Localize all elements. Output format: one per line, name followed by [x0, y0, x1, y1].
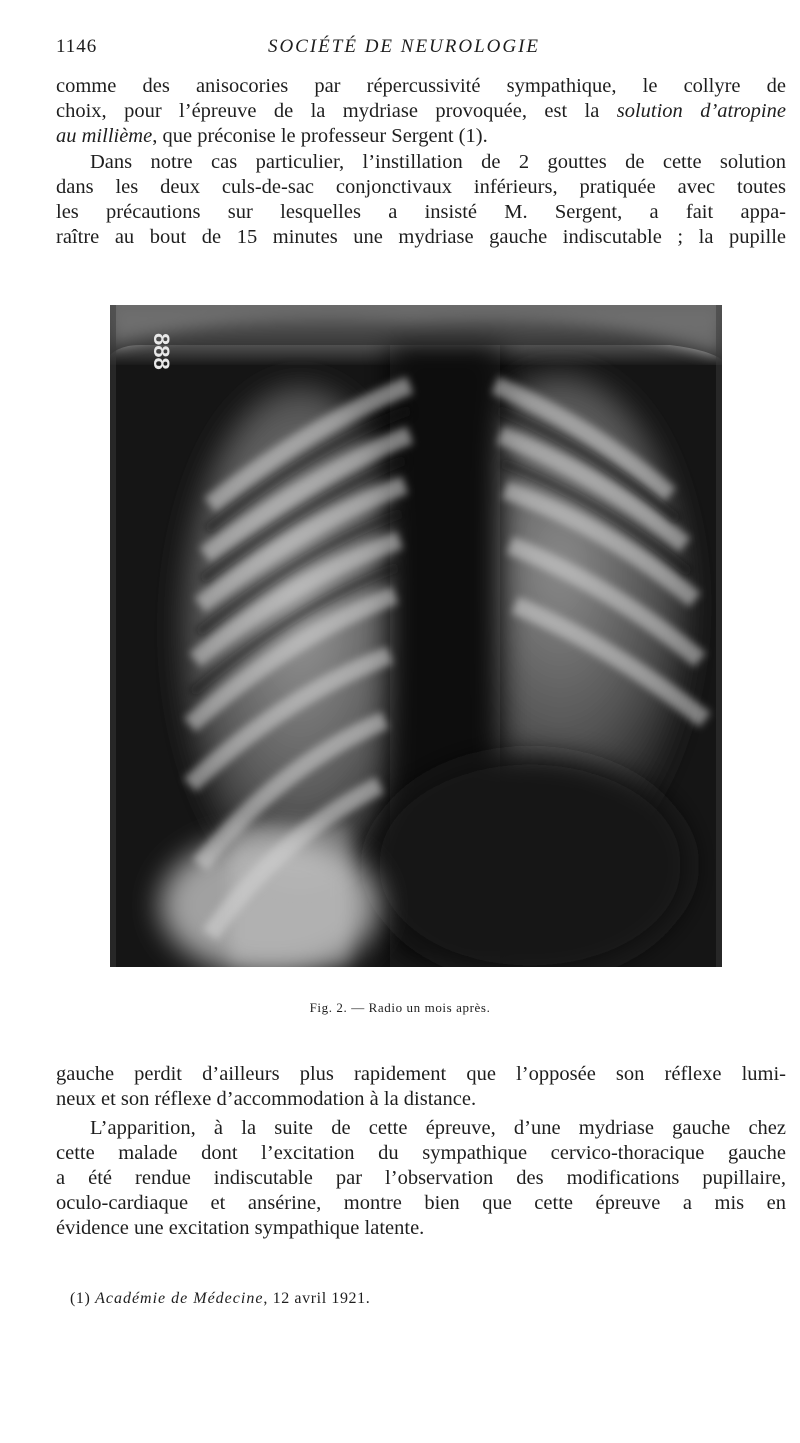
- text-line: les précautions sur lesquelles a insisté M. Sergent, a fait appa-: [56, 201, 786, 223]
- journal-title: SOCIÉTÉ DE NEUROLOGIE: [267, 36, 541, 57]
- paragraph-pupil-reflex: [56, 1062, 786, 1112]
- text-span: choix, pour l’épreuve de la mydriase provoquée, est la: [56, 100, 617, 122]
- paragraph-instillation: [56, 150, 786, 250]
- page-number: 1146: [56, 36, 98, 57]
- italic-term: au millième: [56, 125, 153, 147]
- figure-caption: Fig. 2. — Radio un mois après.: [309, 1000, 491, 1015]
- text-line: dans les deux culs-de-sac conjonctivaux inférieurs, pratiquée avec toutes: [56, 176, 786, 198]
- text-line: [56, 124, 786, 149]
- text-line: évidence une excitation sympathique latente.: [56, 1217, 425, 1239]
- film-number-label: 888: [149, 333, 174, 370]
- paragraph-conclusion: [56, 1116, 786, 1241]
- paragraph-atropine-collyre: [56, 74, 786, 149]
- text-line: [56, 99, 786, 124]
- text-span: , que préconise le professeur Sergent (1).: [152, 125, 488, 147]
- footnote-source: Académie de Médecine: [95, 1290, 264, 1307]
- footnote: [70, 1290, 370, 1308]
- text-line: a été rendue indiscutable par l’observation des modifications pupillaire,: [56, 1167, 786, 1189]
- text-line: neux et son réflexe d’accommodation à la distance.: [56, 1088, 477, 1110]
- running-head: [56, 36, 752, 60]
- text-line: cette malade dont l’excitation du sympathique cervico-thoracique gauche: [56, 1142, 786, 1164]
- italic-term: solution d’atropine: [616, 100, 786, 122]
- footnote-marker: (1): [70, 1290, 96, 1307]
- text-line: comme des anisocories par répercussivité sympathique, le collyre de: [56, 75, 786, 97]
- text-line: Dans notre cas particulier, l’instillation de 2 gouttes de cette solution: [90, 151, 786, 173]
- text-line: L’apparition, à la suite de cette épreuve, d’une mydriase gauche chez: [90, 1117, 786, 1139]
- text-line: raître au bout de 15 minutes une mydriase gauche indiscutable ; la pupille: [56, 226, 786, 248]
- text-line: oculo-cardiaque et ansérine, montre bien que cette épreuve a mis en: [56, 1192, 786, 1214]
- footnote-date: , 12 avril 1921.: [263, 1290, 371, 1307]
- text-line: gauche perdit d’ailleurs plus rapidement que l’opposée son réflexe lumi-: [56, 1063, 786, 1085]
- chest-radiograph-figure: [110, 305, 722, 967]
- chest-xray-image: [110, 305, 722, 967]
